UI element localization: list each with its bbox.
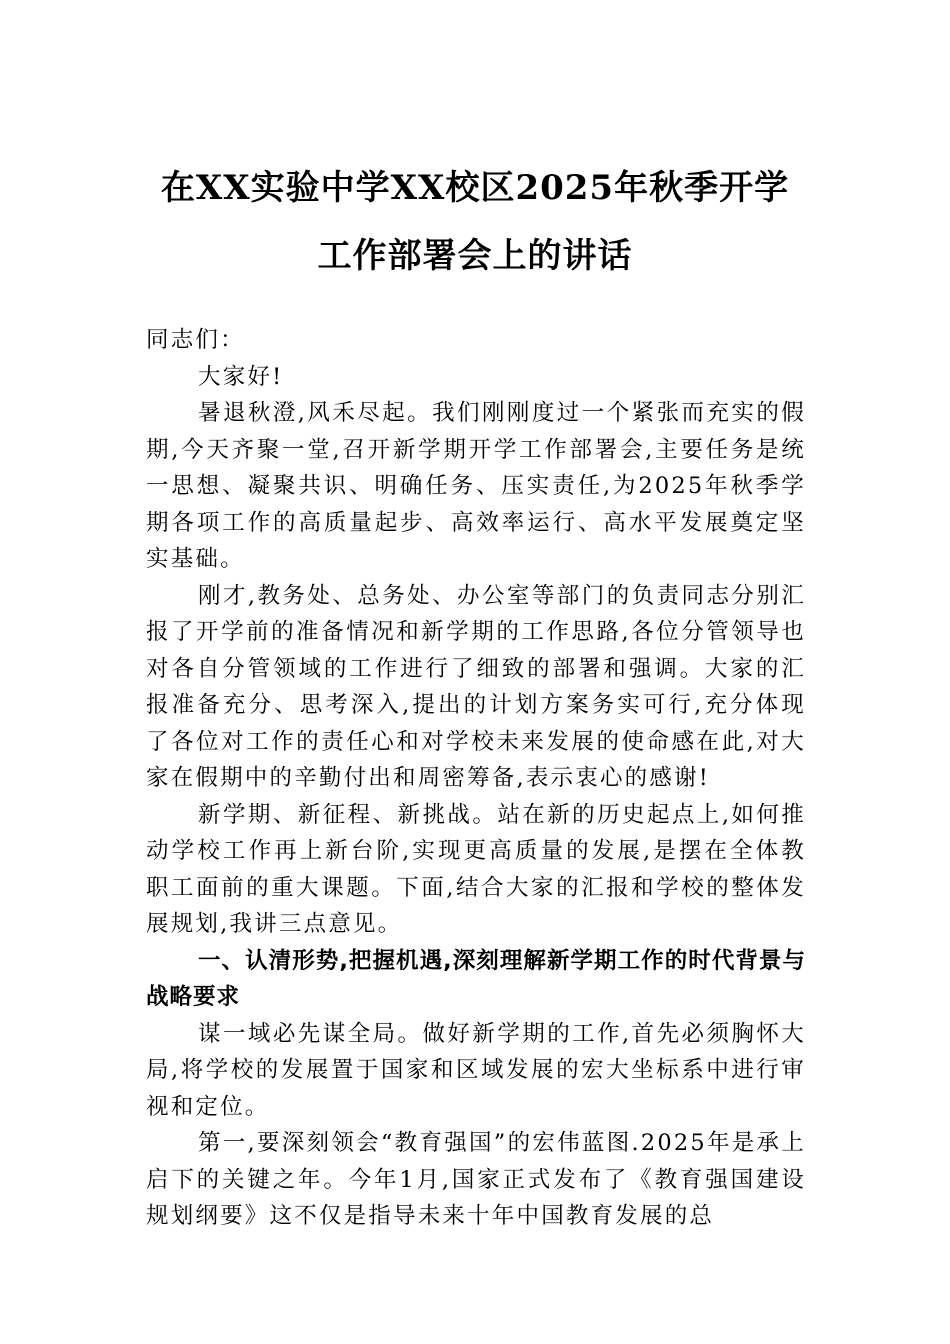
section-heading: 一、认清形势,把握机遇,深刻理解新学期工作的时代背景与战略要求	[146, 947, 806, 1010]
salutation: 同志们：	[146, 327, 245, 353]
paragraph: 谋一域必先谋全局。做好新学期的工作,首先必须胸怀大局,将学校的发展置于国家和区域发展的宏大坐标系中进行审视和定位。	[146, 1020, 806, 1120]
document-title-line-2: 工作部署会上的讲话	[317, 236, 633, 276]
paragraph: 暑退秋澄,风禾尽起。我们刚刚度过一个紧张而充实的假期,今天齐聚一堂,召开新学期开学工作部署会,主要任务是统一思想、凝聚共识、明确任务、压实责任,为2025年秋季学期各项工作的高质量起步、高效率运行、高水平发展奠定坚实基础。	[146, 400, 806, 572]
paragraph: 刚才,教务处、总务处、办公室等部门的负责同志分别汇报了开学前的准备情况和新学期的工作思路,各位分管领导也对各自分管领域的工作进行了细致的部署和强调。大家的汇报准备充分、思考深入,提出的计划方案务实可行,充分体现了各位对工作的责任心和对学校未来发展的使命感在此,对大家在假期中的辛勤付出和周密筹备,表示衷心的感谢!	[146, 582, 806, 791]
paragraph: 新学期、新征程、新挑战。站在新的历史起点上,如何推动学校工作再上新台阶,实现更高质量的发展,是摆在全体教职工面前的重大课题。下面,结合大家的汇报和学校的整体发展规划,我讲三点意见。	[146, 801, 806, 937]
greeting: 大家好!	[198, 363, 284, 390]
document-body	[146, 322, 806, 1235]
document-title-line-1: 在XX实验中学XX校区2025年秋季开学	[160, 168, 790, 208]
paragraph: 第一,要深刻领会“教育强国”的宏伟蓝图.2025年是承上启下的关键之年。今年1月,国家正式发布了《教育强国建设规划纲要》这不仅是指导未来十年中国教育发展的总	[146, 1130, 806, 1229]
